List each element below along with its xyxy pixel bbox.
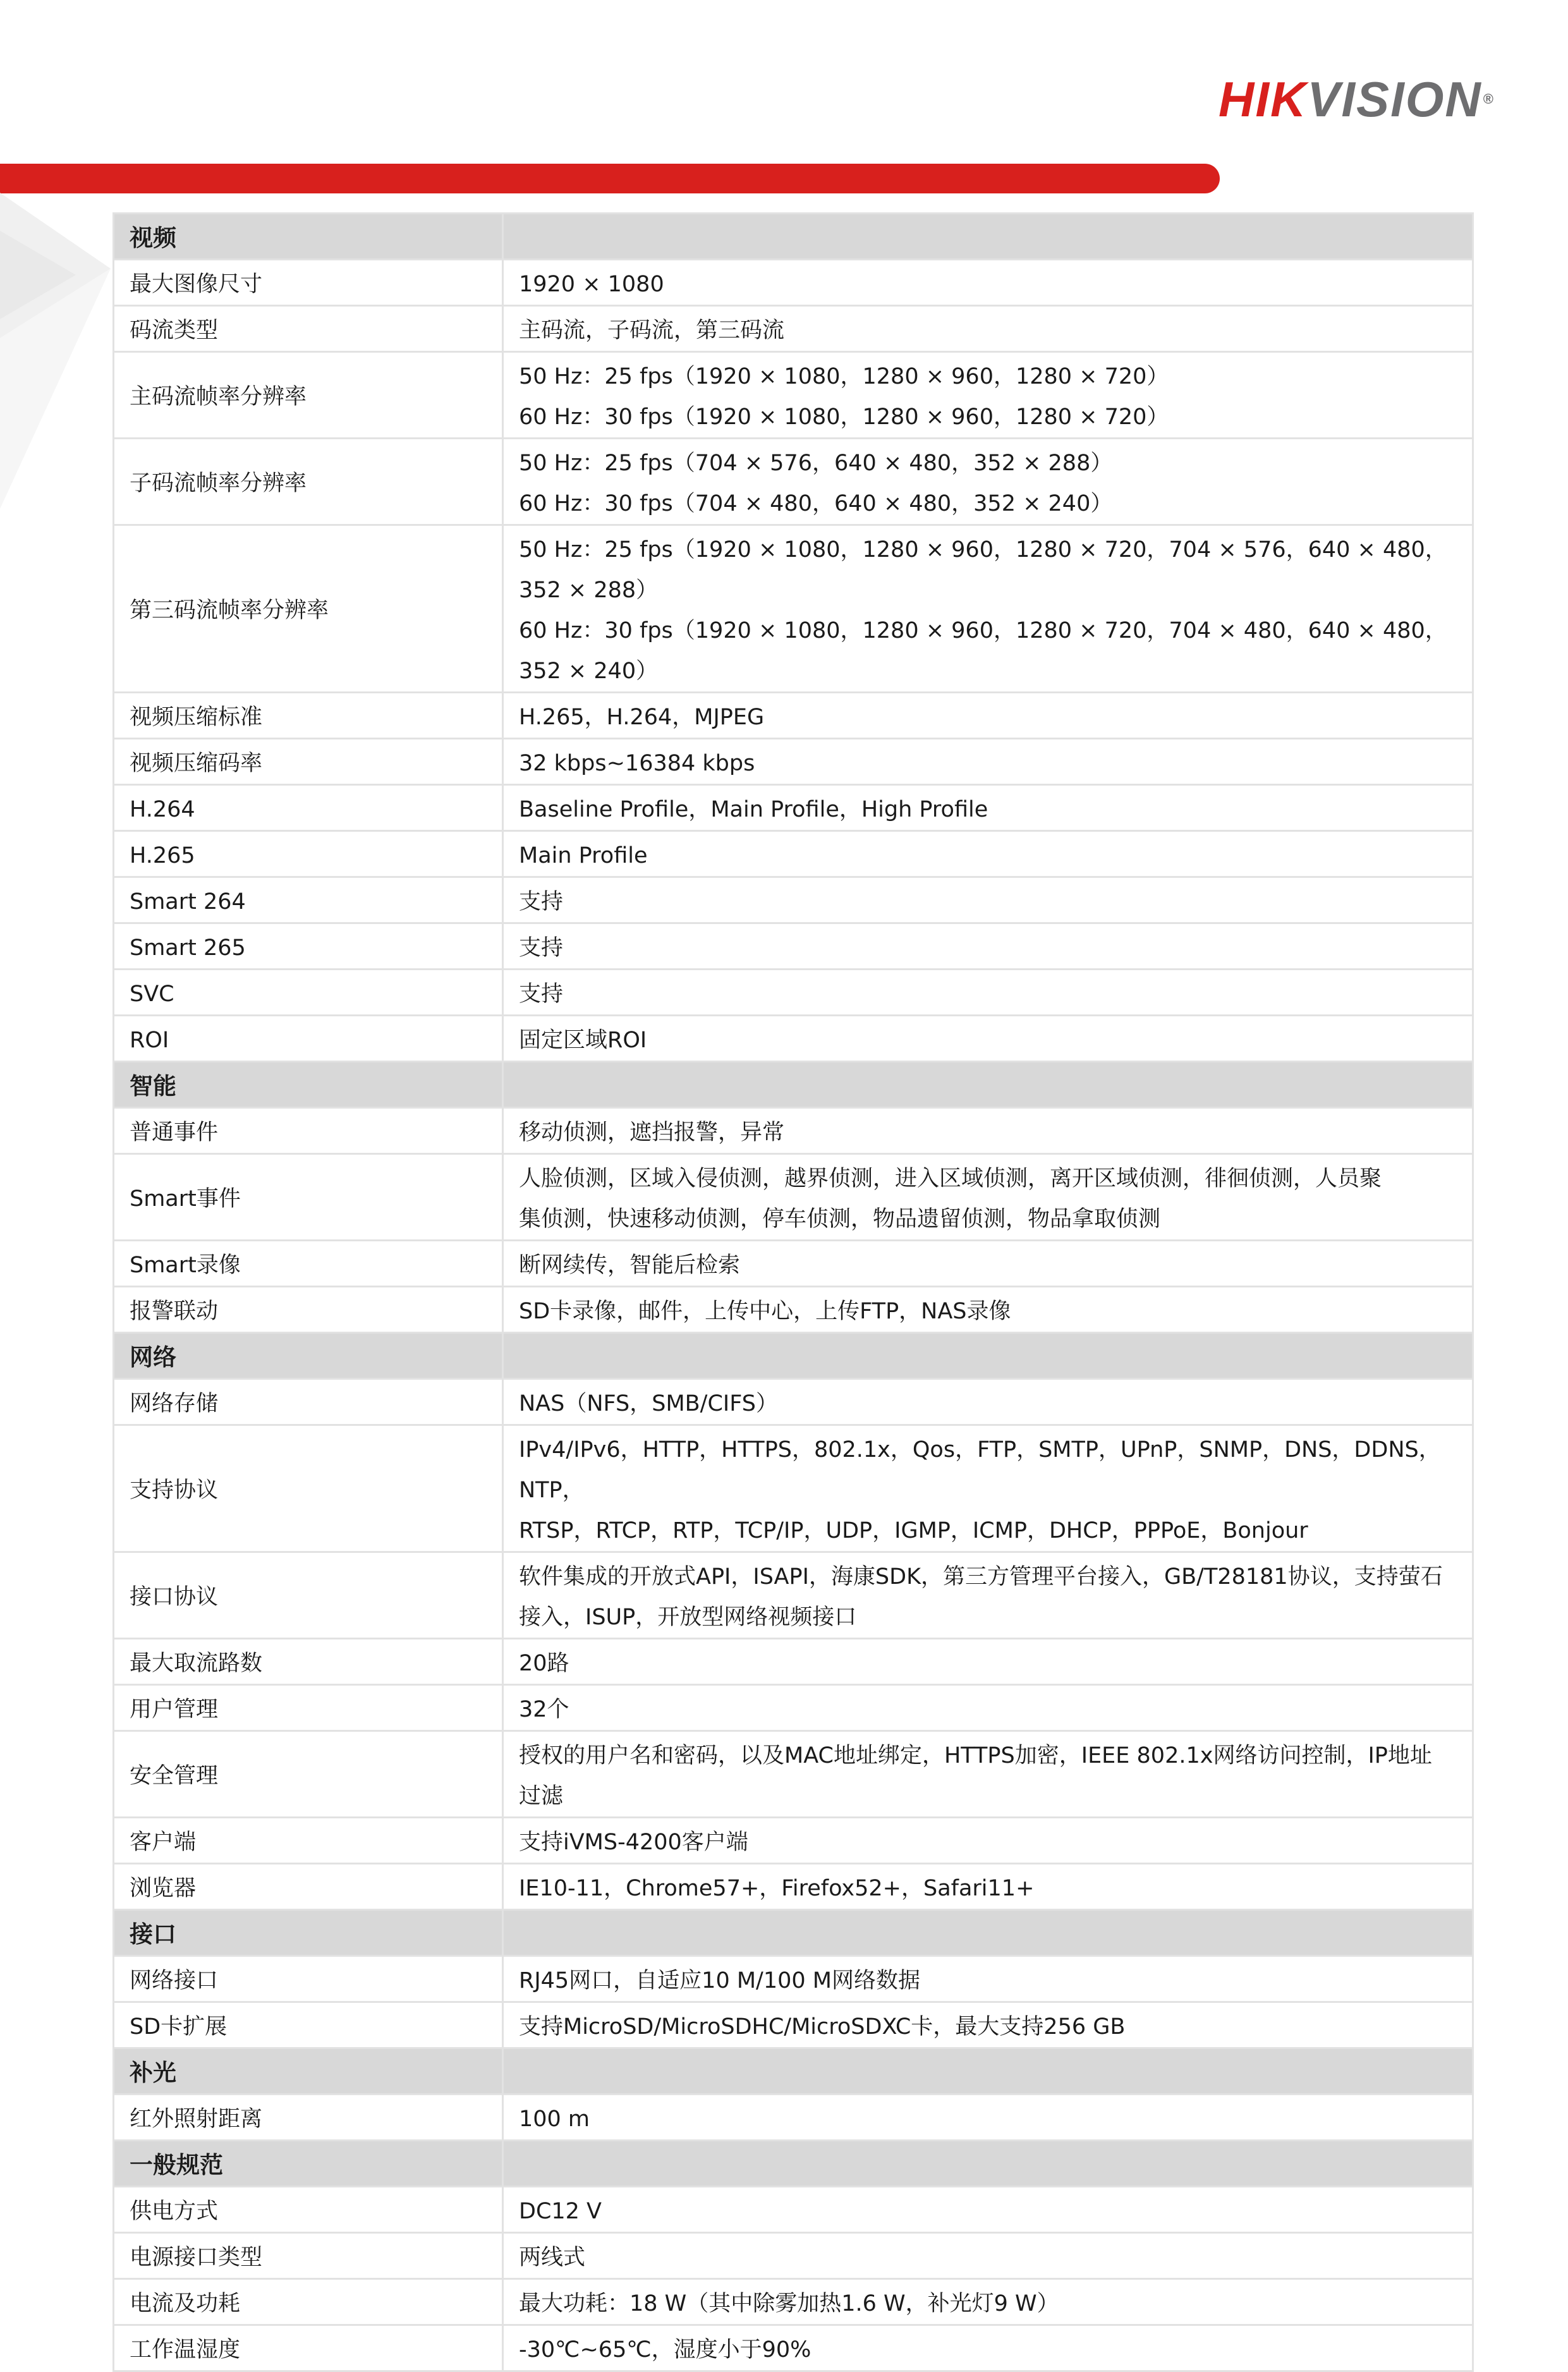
spec-row — [114, 1108, 1473, 1154]
spec-value — [503, 970, 1473, 1016]
section-title: 补光 — [114, 2048, 503, 2095]
spec-row — [114, 1552, 1473, 1639]
spec-row — [114, 1287, 1473, 1333]
spec-row — [114, 785, 1473, 831]
spec-label: 电源接口类型 — [114, 2233, 503, 2279]
spec-row — [114, 1154, 1473, 1241]
spec-value — [503, 1864, 1473, 1910]
spec-value-line: 支持 — [519, 935, 564, 961]
spec-value — [503, 1731, 1473, 1818]
spec-value — [503, 1425, 1473, 1552]
spec-value-line: 过滤 — [519, 1784, 564, 1809]
hikvision-logo — [1219, 71, 1495, 128]
spec-row — [114, 525, 1473, 693]
spec-value-line: 集侦测，快速移动侦测，停车侦测，物品遗留侦测，物品拿取侦测 — [519, 1207, 1161, 1232]
spec-value-line: 移动侦测，遮挡报警，异常 — [519, 1120, 785, 1145]
spec-value-line: 50 Hz：25 fps（1920 × 1080，1280 × 960，1280 × 720，704 × 576，640 × 480，352 × 288） — [519, 537, 1447, 603]
spec-label: ROI — [114, 1016, 503, 1062]
spec-value — [503, 1154, 1473, 1241]
spec-value-line: 软件集成的开放式API，ISAPI，海康SDK，第三方管理平台接入，GB/T28181协议，支持萤石 — [519, 1564, 1443, 1590]
spec-value-line: IE10-11，Chrome57+，Firefox52+，Safari11+ — [519, 1876, 1035, 1901]
spec-value-line: 32 kbps~16384 kbps — [519, 751, 755, 776]
decorative-triangles-icon — [0, 193, 114, 509]
spec-value — [503, 923, 1473, 970]
spec-label: 用户管理 — [114, 1685, 503, 1731]
spec-value-line: 50 Hz：25 fps（704 × 576，640 × 480，352 × 288） — [519, 451, 1113, 476]
spec-label: 供电方式 — [114, 2187, 503, 2233]
spec-row — [114, 1818, 1473, 1864]
spec-value-line: 最大功耗：18 W（其中除雾加热1.6 W，补光灯9 W） — [519, 2291, 1059, 2316]
spec-label: 安全管理 — [114, 1731, 503, 1818]
spec-row — [114, 1379, 1473, 1425]
spec-value-line: 接入，ISUP，开放型网络视频接口 — [519, 1605, 857, 1630]
section-header — [114, 2141, 1473, 2187]
spec-row — [114, 2002, 1473, 2048]
spec-value — [503, 1379, 1473, 1425]
spec-row — [114, 2095, 1473, 2141]
spec-row — [114, 693, 1473, 739]
spec-row — [114, 1956, 1473, 2002]
registered-mark: ® — [1483, 91, 1495, 107]
spec-value-line: SD卡录像，邮件，上传中心，上传FTP，NAS录像 — [519, 1299, 1011, 1324]
spec-value-line: 100 m — [519, 2107, 590, 2132]
spec-row — [114, 352, 1473, 439]
spec-value-line: H.265，H.264，MJPEG — [519, 705, 765, 730]
spec-value — [503, 877, 1473, 923]
logo-text-part2: VISION — [1307, 71, 1482, 127]
spec-label: Smart录像 — [114, 1241, 503, 1287]
spec-label: 视频压缩码率 — [114, 739, 503, 785]
spec-value-line: DC12 V — [519, 2199, 602, 2224]
spec-value — [503, 1818, 1473, 1864]
spec-label: 子码流帧率分辨率 — [114, 439, 503, 525]
spec-label: 浏览器 — [114, 1864, 503, 1910]
spec-row — [114, 1685, 1473, 1731]
section-header — [114, 214, 1473, 260]
spec-value-line: 支持MicroSD/MicroSDHC/MicroSDXC卡，最大支持256 GB — [519, 2014, 1126, 2040]
spec-label: 红外照射距离 — [114, 2095, 503, 2141]
section-title: 智能 — [114, 1062, 503, 1108]
spec-label: 码流类型 — [114, 306, 503, 352]
spec-value-line: 支持 — [519, 982, 564, 1007]
spec-value-line: 60 Hz：30 fps（1920 × 1080，1280 × 960，1280 × 720） — [519, 404, 1169, 430]
spec-label: 视频压缩标准 — [114, 693, 503, 739]
section-header-blank — [503, 1062, 1473, 1108]
spec-row — [114, 831, 1473, 877]
spec-value-line: 1920 × 1080 — [519, 272, 664, 297]
spec-row — [114, 1425, 1473, 1552]
spec-value — [503, 439, 1473, 525]
spec-value-line: 人脸侦测，区域入侵侦测，越界侦测，进入区域侦测，离开区域侦测，徘徊侦测，人员聚 — [519, 1166, 1382, 1191]
spec-row — [114, 260, 1473, 306]
spec-value — [503, 352, 1473, 439]
spec-value — [503, 1552, 1473, 1639]
spec-row — [114, 970, 1473, 1016]
spec-row — [114, 306, 1473, 352]
spec-value — [503, 260, 1473, 306]
spec-value — [503, 2233, 1473, 2279]
spec-row — [114, 2279, 1473, 2325]
spec-label: 客户端 — [114, 1818, 503, 1864]
spec-row — [114, 923, 1473, 970]
section-title: 一般规范 — [114, 2141, 503, 2187]
spec-value-line: 断网续传，智能后检索 — [519, 1253, 741, 1278]
spec-value-line: NAS（NFS，SMB/CIFS） — [519, 1391, 778, 1416]
spec-label: 支持协议 — [114, 1425, 503, 1552]
spec-label: 最大取流路数 — [114, 1639, 503, 1685]
spec-value — [503, 1108, 1473, 1154]
spec-value-line: 50 Hz：25 fps（1920 × 1080，1280 × 960，1280 × 720） — [519, 364, 1169, 389]
spec-row — [114, 1016, 1473, 1062]
spec-row — [114, 1864, 1473, 1910]
spec-value — [503, 2325, 1473, 2371]
spec-value-line: 支持iVMS-4200客户端 — [519, 1830, 748, 1855]
header-red-bar — [0, 164, 1220, 193]
spec-row — [114, 739, 1473, 785]
spec-value — [503, 1639, 1473, 1685]
spec-label: 工作温湿度 — [114, 2325, 503, 2371]
spec-row — [114, 1241, 1473, 1287]
spec-value-line: 授权的用户名和密码，以及MAC地址绑定，HTTPS加密，IEEE 802.1x网络访问控制，IP地址 — [519, 1743, 1432, 1768]
spec-label: SD卡扩展 — [114, 2002, 503, 2048]
spec-value — [503, 525, 1473, 693]
spec-value — [503, 1956, 1473, 2002]
spec-value — [503, 1287, 1473, 1333]
spec-value-line: 20路 — [519, 1651, 569, 1676]
spec-table — [112, 212, 1474, 2372]
spec-label: Smart 265 — [114, 923, 503, 970]
spec-value-line: 两线式 — [519, 2245, 586, 2270]
spec-label: 网络存储 — [114, 1379, 503, 1425]
spec-row — [114, 2325, 1473, 2371]
spec-label: H.265 — [114, 831, 503, 877]
spec-value — [503, 2095, 1473, 2141]
spec-value — [503, 2187, 1473, 2233]
section-header — [114, 1062, 1473, 1108]
spec-value — [503, 2002, 1473, 2048]
section-header — [114, 2048, 1473, 2095]
spec-label: 报警联动 — [114, 1287, 503, 1333]
spec-row — [114, 439, 1473, 525]
spec-label: Smart事件 — [114, 1154, 503, 1241]
spec-value — [503, 1685, 1473, 1731]
spec-value-line: 支持 — [519, 889, 564, 915]
spec-value-line: RTSP，RTCP，RTP，TCP/IP，UDP，IGMP，ICMP，DHCP，PPPoE，Bonjour — [519, 1518, 1308, 1543]
spec-value-line: RJ45网口，自适应10 M/100 M网络数据 — [519, 1968, 920, 1993]
section-header-blank — [503, 2141, 1473, 2187]
spec-label: 网络接口 — [114, 1956, 503, 2002]
logo-text-part1: HIK — [1219, 71, 1308, 127]
spec-value-line: 60 Hz：30 fps（1920 × 1080，1280 × 960，1280 × 720，704 × 480，640 × 480，352 × 240） — [519, 618, 1447, 684]
spec-value-line: 32个 — [519, 1697, 569, 1722]
section-title: 视频 — [114, 214, 503, 260]
spec-label: 接口协议 — [114, 1552, 503, 1639]
spec-value-line: 主码流，子码流，第三码流 — [519, 318, 785, 343]
spec-value — [503, 2279, 1473, 2325]
spec-value-line: IPv4/IPv6，HTTP，HTTPS，802.1x，Qos，FTP，SMTP，UPnP，SNMP，DNS，DDNS，NTP， — [519, 1437, 1441, 1503]
spec-value — [503, 739, 1473, 785]
spec-value — [503, 785, 1473, 831]
spec-value-line: Main Profile — [519, 843, 648, 868]
spec-row — [114, 1731, 1473, 1818]
spec-value-line: Baseline Profile，Main Profile，High Profile — [519, 797, 988, 822]
section-header — [114, 1910, 1473, 1956]
section-title: 网络 — [114, 1333, 503, 1379]
spec-row — [114, 1639, 1473, 1685]
spec-label: H.264 — [114, 785, 503, 831]
section-header-blank — [503, 1910, 1473, 1956]
spec-label: 电流及功耗 — [114, 2279, 503, 2325]
spec-label: 第三码流帧率分辨率 — [114, 525, 503, 693]
spec-label: 最大图像尺寸 — [114, 260, 503, 306]
spec-row — [114, 2233, 1473, 2279]
spec-row — [114, 877, 1473, 923]
spec-label: 普通事件 — [114, 1108, 503, 1154]
spec-value — [503, 1016, 1473, 1062]
spec-value-line: 60 Hz：30 fps（704 × 480，640 × 480，352 × 240） — [519, 491, 1113, 516]
section-header-blank — [503, 214, 1473, 260]
spec-value-line: 固定区域ROI — [519, 1028, 647, 1053]
spec-label: Smart 264 — [114, 877, 503, 923]
spec-label: 主码流帧率分辨率 — [114, 352, 503, 439]
section-title: 接口 — [114, 1910, 503, 1956]
spec-value — [503, 1241, 1473, 1287]
spec-value — [503, 693, 1473, 739]
section-header-blank — [503, 2048, 1473, 2095]
spec-value-line: -30℃~65℃，湿度小于90% — [519, 2337, 811, 2363]
spec-value — [503, 831, 1473, 877]
section-header-blank — [503, 1333, 1473, 1379]
spec-label: SVC — [114, 970, 503, 1016]
section-header — [114, 1333, 1473, 1379]
spec-value — [503, 306, 1473, 352]
spec-row — [114, 2187, 1473, 2233]
